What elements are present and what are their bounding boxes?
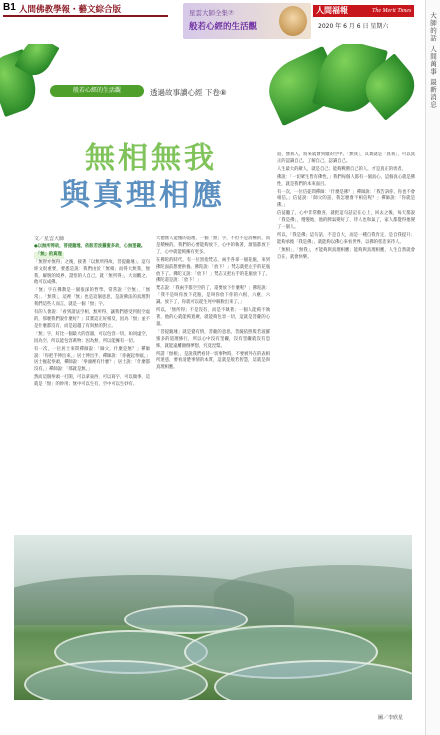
header-rule — [3, 15, 168, 17]
paragraph: 梵志說：「我兩手都空空的了，還要放下什麼呢？」佛陀說：「我不是叫你放下花瓶，是叫你放下你的六根、六塵、六識。放下了，你就可以從生死中解脫出來了。」 — [156, 286, 270, 306]
article-column-1 — [34, 236, 150, 530]
paragraph: 「無」字，好比一個最大的容器，可以包容一切，如同虛空，因為空，所以能包容萬物；因為無，所以能擁有一切。 — [34, 331, 150, 344]
article-column-3 — [277, 152, 415, 530]
paragraph: 「無智亦無得」之後，接著「以無所得故，菩提薩埵」。這句經文很重要，要悉是說：我們由於「無相」而得大無我，無我，解脫的境界，證悟的人自己，就「無所得」，大而觀之，他可以成佛。 — [34, 259, 150, 286]
paragraph: 所以，「我是佛」這句話，不是自大，而是一種自我肯定，是自我提升；能夠承擔「我是佛」，就能夠以佛心來看世界，以佛的慈悲來待人。 — [277, 232, 415, 245]
side-strip — [425, 0, 440, 735]
issue-date: 2020 年 6 月 6 日 星期六 — [318, 23, 389, 30]
byline: 文／星雲大師 — [34, 236, 65, 242]
page-code: B1 — [3, 2, 16, 13]
photo-credit: 圖／李欣星 — [378, 715, 404, 721]
article-lead: ●以無所得故，菩提薩埵，依般若波羅蜜多故，心無罣礙。 — [34, 243, 146, 249]
paragraph: 有一次，一位信徒問禪師：「什麼是佛？」禪師說：「我告訴你，你也不會相信。」信徒說：「師父的話，我怎麼會不相信呢？」禪師說：「你就是佛。」 — [277, 189, 415, 209]
paragraph: 有的人會說：「看到諸法空相，無所得，讓我們感受到很空虛的，那麼我們說什麼好？」其實這正好相反，因為「無」並不是什麼都沒有，而是超越了有與無的對立。 — [34, 310, 150, 329]
paragraph: 佛說：「一切眾生皆有佛性。」我們每個人都有一個真心，這個真心就是佛性，就是我們的本來面目。 — [277, 174, 415, 187]
subheading: 「無」的真理 — [36, 251, 62, 257]
series-tag: 般若心經的生活觀 — [50, 85, 144, 97]
paragraph: 「菩提薩埵」就是覺有情，菩薩的意思。菩薩依照般若波羅蜜多的道理修行，所以心中沒有罣礙，沒有罣礙就沒有恐怖，就能遠離顛倒夢想，究竟涅槃。 — [156, 329, 270, 349]
article-column-2 — [156, 236, 270, 530]
banner-series: 星雲大師全集⑦ — [189, 9, 234, 17]
headline-line1: 無相無我 — [85, 141, 217, 176]
paragraph: 信徒聽了，心中非常歡喜，就把這句話記在心上，回去之後，每天都說「我是佛」，慢慢地，他的脾氣變好了，待人也和氣了，家人都覺得他變了一個人。 — [277, 211, 415, 231]
paragraph: 所謂「無相」，是說我們看待一切事物時，不要被外在的表相所迷惑，要看清楚事情的本質，這就是般若智慧，這就是與真理相應。 — [156, 351, 270, 371]
newspaper-logo-en: The Merit Times — [372, 8, 412, 14]
paragraph: 然而這個拳頭一打開，可以拿東西、可以寫字、可以做事，這就是「無」的妙用；無中可以生有，空中可以生妙有。 — [34, 375, 150, 388]
newspaper-logo[interactable]: 人間福報 — [313, 5, 414, 17]
paragraph: 道，無我人，將來就會到頭的空中。「無我」，其實就是「真我」，可以真正的認識自己，了解自己，認識自己。 — [277, 152, 415, 164]
paragraph: 所以，「無所得」不是沒有，而是不執著；一個人能夠不執著，他的心就能夠寬廣，就能夠包容一切，這就是菩薩的心量。 — [156, 308, 270, 327]
paragraph: 人生最大的敵人，就是自己；能夠戰勝自己的人，才是真正的勇者。 — [277, 166, 406, 172]
paragraph: 有一次，一位居士來問禪師說：「師父，什麼是無？」禪師說：「你把手伸出來。」居士伸出手，禪師說：「你握起拳頭。」居士握起拳頭，禪師說：「拳頭裡有什麼？」居士說：「什麼都沒有。」禪師說：「那就是無。」 — [34, 346, 150, 373]
rice-terrace-photo — [14, 535, 412, 700]
paragraph: 在佛陀的時代，有一位黑指梵志，兩手各拿一個花瓶，來到佛陀面前想要供養。佛陀說：「放下！」梵志就把左手的花瓶放下了。佛陀又說：「放下！」梵志又把右手的花瓶放下了。佛陀還是說：「放下！」 — [156, 257, 270, 284]
banner-title: 般若心經的生活觀 — [189, 22, 258, 32]
series-subtitle: 透過故事讀心經 下卷⑧ — [150, 88, 227, 97]
section-title: 人間佛教學報・藝文綜合版 — [19, 5, 122, 15]
column-banner[interactable] — [183, 3, 311, 39]
side-strip-text: 大師的話 人間萬事 最新消息 — [429, 12, 437, 109]
paragraph: 「無」字在佛教是一個很深的哲學。常常說「空無」、「無常」、「無我」，這裡「無」也是這個意思，是說佛法的真理對我們這些人而言，就是一個「無」字。 — [34, 288, 150, 308]
terrace-field — [124, 605, 248, 634]
page-header — [0, 0, 440, 40]
master-portrait-icon — [279, 6, 307, 36]
headline-line2: 與真理相應 — [60, 178, 225, 213]
paragraph: 「無相」、「無我」，才能夠與真理相應；能夠與真理相應，人生自然就會自在，就會快樂。 — [277, 247, 415, 260]
paragraph: 大德無人能懂的道理，一個「無」字，不但不是消極的，而是積極的。我們的心要能夠放下，心中的執著、煩惱都放下了，心中就能夠擁有更多。 — [156, 236, 270, 255]
